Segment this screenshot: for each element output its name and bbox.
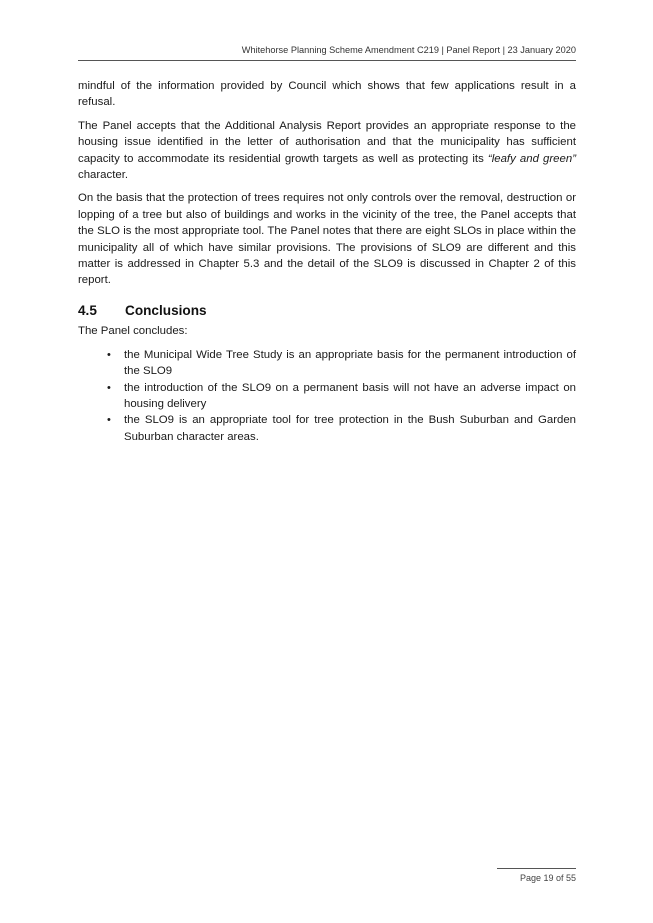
paragraph-housing — [78, 118, 576, 184]
list-item — [107, 412, 576, 445]
document-body — [78, 78, 576, 445]
paragraph-continuation: mindful of the information provided by Council which shows that few applications result in a refusal. — [78, 80, 576, 109]
paragraph-housing-tail: character. — [78, 169, 129, 182]
bullet-icon: • — [107, 381, 111, 394]
paragraph-tree-protection: On the basis that the protection of trees requires not only controls over the removal, destruction or lopping of a tree but also of buildings and works in the vicinity of the tree, the Panel accepts that the SLO is the most appropriate tool. The Panel notes that there are eight SLOs in place within the municipality all of which have similar provisions. The provisions of SLO9 are different and this matter is addressed in Chapter 5.3 and the detail of the SLO9 is discussed in Chapter 2 of this report. — [78, 192, 576, 287]
section-number: 4.5 — [78, 302, 97, 318]
running-header: Whitehorse Planning Scheme Amendment C219 | Panel Report | 23 January 2020 — [241, 45, 576, 55]
page-number: Page 19 of 55 — [519, 873, 576, 883]
conclusions-lead: The Panel concludes: — [78, 325, 188, 338]
list-item-text: the introduction of the SLO9 on a permanent basis will not have an adverse impact on housing delivery — [124, 381, 576, 410]
bullet-icon: • — [107, 348, 111, 361]
list-item — [107, 347, 576, 380]
list-item-text: the Municipal Wide Tree Study is an appropriate basis for the permanent introduction of the SLO9 — [124, 348, 576, 378]
paragraph-housing-text: The Panel accepts that the Additional Analysis Report provides an appropriate response to the housing issue identified in the letter of authorisation and that the municipality has sufficient capacity to accommodate its residential growth targets as well as protecting its — [78, 119, 576, 165]
list-item — [107, 380, 576, 413]
leafy-green-quote: “leafy and green” — [487, 152, 576, 165]
header-divider — [78, 60, 576, 61]
conclusions-list — [78, 347, 576, 445]
bullet-icon: • — [107, 414, 111, 427]
section-heading — [78, 303, 576, 319]
section-title: Conclusions — [125, 302, 207, 318]
footer-divider — [497, 868, 576, 869]
list-item-text: the SLO9 is an appropriate tool for tree protection in the Bush Suburban and Garden Suburban character areas. — [124, 414, 576, 443]
